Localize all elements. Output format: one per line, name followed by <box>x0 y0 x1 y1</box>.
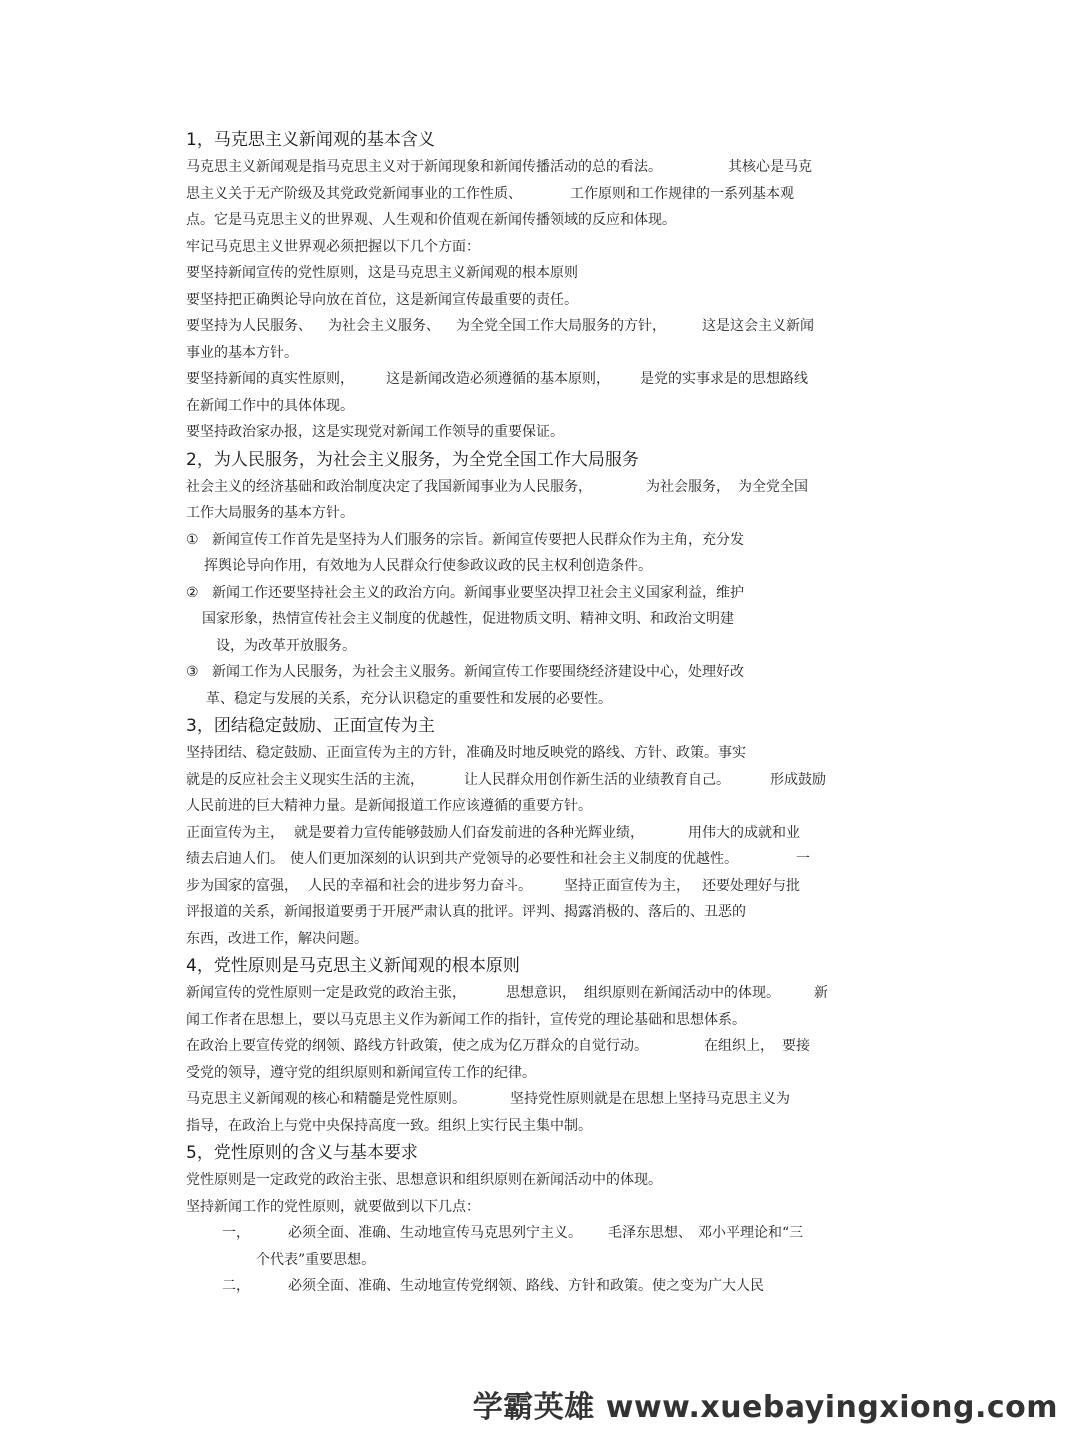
paragraph-line: 党性原则是一定政党的政治主张、思想意识和组织原则在新闻活动中的体现。 <box>186 1172 662 1188</box>
list-marker: ① <box>186 531 199 548</box>
paragraph-line: 闻工作者在思想上，要以马克思主义作为新闻工作的指针，宣传党的理论基础和思想体系。 <box>186 1011 746 1028</box>
list-item-line: 必须全面、准确、生动地宣传党纲领、路线、方针和政策。使之变为广大人民 <box>288 1278 764 1294</box>
document-body <box>186 126 898 1300</box>
paragraph-line: 工作大局服务的基本方针。 <box>186 505 354 521</box>
paragraph-line: 思主义关于无产阶级及其党政党新闻事业的工作性质、 工作原则和工作规律的一系列基本观 <box>186 185 794 202</box>
section-4-title: 4，党性原则是马克思主义新闻观的根本原则 <box>186 956 520 976</box>
list-item-line: 设，为改革开放服务。 <box>216 637 356 654</box>
list-item-line: 新闻工作为人民服务，为社会主义服务。新闻宣传工作要围绕经济建设中心，处理好改 <box>212 664 744 680</box>
paragraph-line: 步为国家的富强， 人民的幸福和社会的进步努力奋斗。 坚持正面宣传为主， 还要处理好与批 <box>186 877 800 894</box>
paragraph-line: 就是的反应社会主义现实生活的主流， 让人民群众用创作新生活的业绩教育自己。 形成鼓励 <box>186 771 826 788</box>
paragraph-line: 受党的领导，遵守党的组织原则和新闻宣传工作的纪律。 <box>186 1064 536 1081</box>
paragraph-line: 要坚持新闻的真实性原则， 这是新闻改造必须遵循的基本原则， 是党的实事求是的思想路线 <box>186 371 808 387</box>
paragraph-line: 在新闻工作中的具体体现。 <box>186 397 354 414</box>
list-marker: 二， <box>222 1278 250 1294</box>
section-5-title: 5，党性原则的含义与基本要求 <box>186 1143 418 1163</box>
list-item-line: 必须全面、准确、生动地宣传马克思列宁主义。 毛泽东思想、 邓小平理论和“三 <box>288 1225 804 1241</box>
list-item <box>186 659 898 712</box>
list-item <box>186 580 898 660</box>
paragraph-line: 要坚持为人民服务、 为社会主义服务、 为全党全国工作大局服务的方针， 这是这会主义新闻 <box>186 318 814 334</box>
watermark: 学霸英雄 www.xuebayingxiong.com <box>472 1390 1058 1425</box>
list-marker: ② <box>186 584 199 601</box>
paragraph-line: 牢记马克思主义世界观必须把握以下几个方面： <box>186 238 480 255</box>
paragraph-line: 评报道的关系，新闻报道要勇于开展严肃认真的批评。评判、揭露消极的、落后的、丑恶的 <box>186 904 746 920</box>
list-item-line: 个代表”重要思想。 <box>256 1251 376 1268</box>
paragraph-line: 指导，在政治上与党中央保持高度一致。组织上实行民主集中制。 <box>186 1117 592 1134</box>
paragraph-line: 点。它是马克思主义的世界观、人生观和价值观在新闻传播领域的反应和体现。 <box>186 212 676 228</box>
list-marker: ③ <box>186 664 199 680</box>
paragraph-line: 绩去启迪人们。 使人们更加深刻的认识到共产党领导的必要性和社会主义制度的优越性。 一 <box>186 851 810 867</box>
paragraph-line: 新闻宣传的党性原则一定是政党的政治主张， 思想意识， 组织原则在新闻活动中的体现。 新 <box>186 985 828 1001</box>
paragraph-line: 要坚持新闻宣传的党性原则，这是马克思主义新闻观的根本原则 <box>186 265 578 281</box>
section-1-title: 1，马克思主义新闻观的基本含义 <box>186 130 435 150</box>
paragraph-line: 坚持团结、稳定鼓励、正面宣传为主的方针，准确及时地反映党的路线、方针、政策。事实 <box>186 745 746 761</box>
list-item-line: 国家形象，热情宣传社会主义制度的优越性，促进物质文明、精神文明、和政治文明建 <box>202 611 734 627</box>
paragraph-line: 马克思主义新闻观是指马克思主义对于新闻现象和新闻传播活动的总的看法。 其核心是马克 <box>186 159 812 175</box>
paragraph-line: 事业的基本方针。 <box>186 344 298 361</box>
paragraph-line: 人民前进的巨大精神力量。是新闻报道工作应该遵循的重要方针。 <box>186 798 592 814</box>
paragraph-line: 要坚持政治家办报，这是实现党对新闻工作领导的重要保证。 <box>186 424 564 440</box>
paragraph-line: 东西，改进工作，解决问题。 <box>186 930 368 947</box>
paragraph-line: 坚持新闻工作的党性原则，就要做到以下几点： <box>186 1198 480 1215</box>
section-3-title: 3，团结稳定鼓励、正面宣传为主 <box>186 716 435 736</box>
section-2-title: 2，为人民服务，为社会主义服务，为全党全国工作大局服务 <box>186 449 639 470</box>
list-item <box>186 527 898 580</box>
paragraph-line: 在政治上要宣传党的纲领、路线方针政策，使之成为亿万群众的自觉行动。 在组织上， 要接 <box>186 1038 810 1054</box>
numbered-item <box>222 1220 898 1273</box>
paragraph-line: 正面宣传为主， 就是要着力宣传能够鼓励人们奋发前进的各种光辉业绩， 用伟大的成就和业 <box>186 824 800 841</box>
paragraph-line: 要坚持把正确舆论导向放在首位，这是新闻宣传最重要的责任。 <box>186 291 578 308</box>
list-item-line: 新闻工作还要坚持社会主义的政治方向。新闻事业要坚决捍卫社会主义国家利益，维护 <box>212 584 744 601</box>
list-item-line: 革、稳定与发展的关系，充分认识稳定的重要性和发展的必要性。 <box>206 690 612 707</box>
list-marker: 一， <box>222 1225 250 1241</box>
list-item-line: 挥舆论导向作用，有效地为人民群众行使参政议政的民主权利创造条件。 <box>204 558 652 574</box>
numbered-item <box>222 1273 898 1300</box>
list-item-line: 新闻宣传工作首先是坚持为人们服务的宗旨。新闻宣传要把人民群众作为主角，充分发 <box>212 531 744 548</box>
paragraph-line: 社会主义的经济基础和政治制度决定了我国新闻事业为人民服务， 为社会服务， 为全党全国 <box>186 478 808 495</box>
paragraph-line: 马克思主义新闻观的核心和精髓是党性原则。 坚持党性原则就是在思想上坚持马克思主义为 <box>186 1091 790 1107</box>
